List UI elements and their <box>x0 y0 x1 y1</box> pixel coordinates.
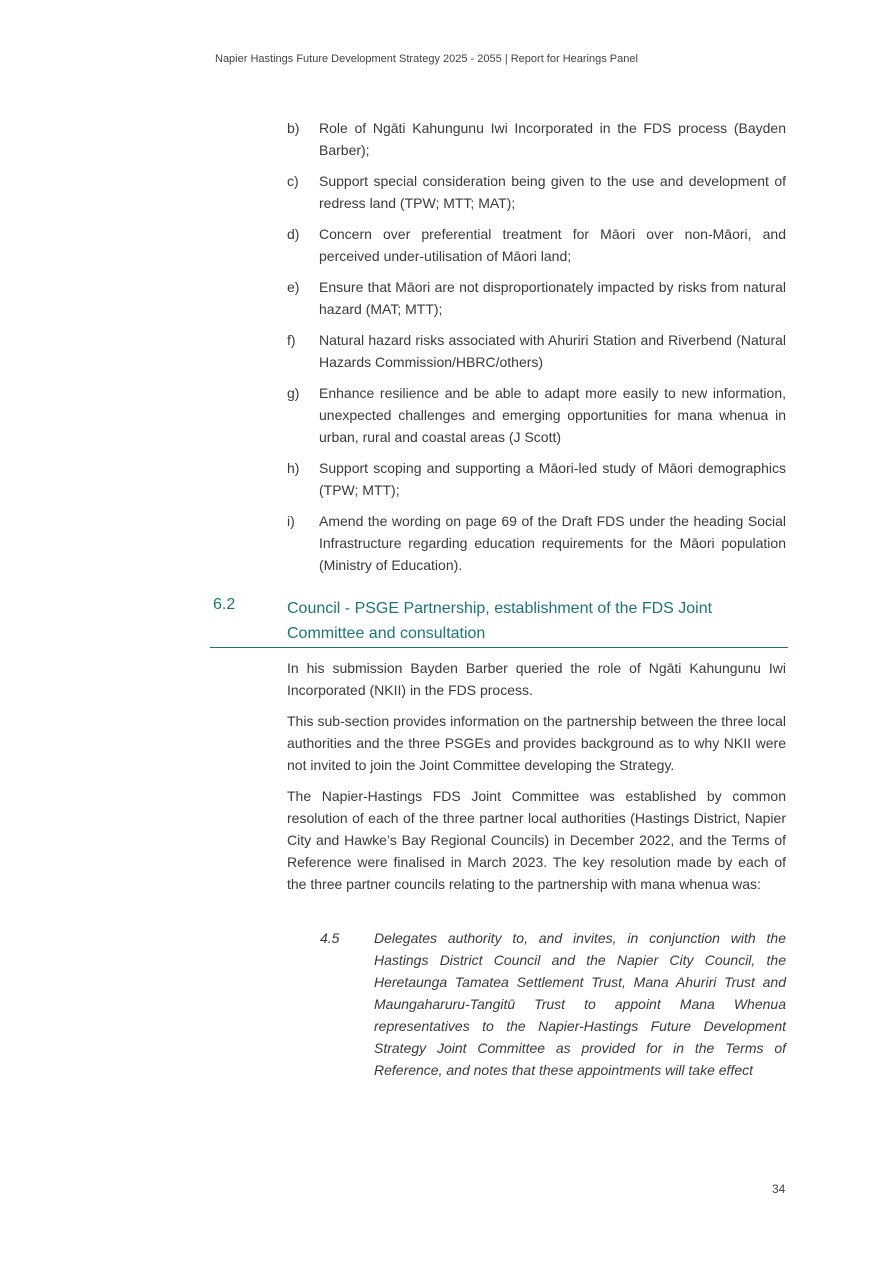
section-number: 6.2 <box>213 596 236 613</box>
list-item-text: Amend the wording on page 69 of the Draft FDS under the heading Social Infrastructure regarding education requirements for the Māori population (Ministry of Education). <box>319 513 786 573</box>
quote-text: Delegates authority to, and invites, in conjunction with the Hastings District Council and the Napier City Council, the Heretaunga Tamatea Settlement Trust, Mana Ahuriri Trust and Maungaharuru-Tangitū Trust to appoint Mana Whenua representatives to the Napier-Hastings Future Development Strategy Joint Committee as provided for in the Terms of Reference, and notes that these appointments will take effect <box>374 930 786 1078</box>
list-item-letter: c) <box>287 173 299 189</box>
section-body <box>287 657 786 904</box>
submission-points-list <box>287 117 786 585</box>
resolution-quote <box>320 927 786 1081</box>
section-title: Council - PSGE Partnership, establishment of the FDS Joint Committee and consultation <box>287 600 713 642</box>
list-item-text: Support scoping and supporting a Māori-led study of Māori demographics (TPW; MTT); <box>319 460 786 498</box>
list-item <box>287 276 786 320</box>
quote-number: 4.5 <box>320 930 340 946</box>
list-item <box>287 510 786 576</box>
section-divider <box>210 647 788 648</box>
list-item-letter: e) <box>287 279 300 295</box>
list-item <box>287 457 786 501</box>
list-item-letter: f) <box>287 332 296 348</box>
list-item <box>287 170 786 214</box>
list-item-letter: d) <box>287 226 300 242</box>
list-item <box>287 382 786 448</box>
list-item <box>287 329 786 373</box>
list-item-text: Ensure that Māori are not disproportionately impacted by risks from natural hazard (MAT; MTT); <box>319 279 786 317</box>
list-item-text: Enhance resilience and be able to adapt more easily to new information, unexpected challenges and emerging opportunities for mana whenua in urban, rural and coastal areas (J Scott) <box>319 385 786 445</box>
body-paragraph: This sub-section provides information on the partnership between the three local authorities and the three PSGEs and provides background as to why NKII were not invited to join the Joint Committee developing the Strategy. <box>287 713 786 773</box>
list-item-letter: b) <box>287 120 300 136</box>
body-paragraph: In his submission Bayden Barber queried the role of Ngāti Kahungunu Iwi Incorporated (NKII) in the FDS process. <box>287 660 786 698</box>
list-item-text: Support special consideration being given to the use and development of redress land (TPW; MTT; MAT); <box>319 173 786 211</box>
list-item-letter: i) <box>287 513 295 529</box>
list-item-letter: h) <box>287 460 300 476</box>
list-item-text: Concern over preferential treatment for Māori over non-Māori, and perceived under-utilisation of Māori land; <box>319 226 786 264</box>
page-number: 34 <box>772 1182 786 1196</box>
list-item <box>287 117 786 161</box>
running-header: Napier Hastings Future Development Strategy 2025 - 2055 | Report for Hearings Panel <box>215 53 638 65</box>
list-item-letter: g) <box>287 385 300 401</box>
list-item-text: Natural hazard risks associated with Ahuriri Station and Riverbend (Natural Hazards Commission/HBRC/others) <box>319 332 786 370</box>
body-paragraph: The Napier-Hastings FDS Joint Committee was established by common resolution of each of the three partner local authorities (Hastings District, Napier City and Hawke’s Bay Regional Councils) in December 2022, and the Terms of Reference were finalised in March 2023. The key resolution made by each of the three partner councils relating to the partnership with mana whenua was: <box>287 788 786 892</box>
list-item <box>287 223 786 267</box>
list-item-text: Role of Ngāti Kahungunu Iwi Incorporated in the FDS process (Bayden Barber); <box>319 120 786 158</box>
